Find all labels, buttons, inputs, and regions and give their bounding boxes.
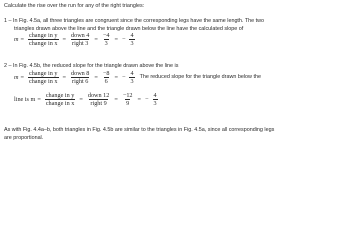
fraction-numeric: $\frac{-4}{3}$ [102, 32, 110, 47]
conclusion-line2: are proportional. [4, 135, 44, 141]
result-sign: − [121, 36, 126, 43]
line-is-label: line is m [14, 96, 36, 103]
result-sign: − [121, 74, 126, 81]
part1-equation: m = $\frac{\text{change in y}}{\text{change in x}}$ = $\frac{\text{down 4}}{\text{right 3}}$ = $\frac{-4}{3}$ = − $\frac{4}{3}$ [14, 32, 134, 47]
intro-text: Calculate the rise over the run for any of the right triangles: [4, 3, 145, 9]
part1-text-line1: 1 – In Fig. 4.5a, all three triangles are congruent since the corresponding legs have the same length. The two [4, 18, 265, 24]
fraction-numeric: $\frac{-12}{9}$ [122, 92, 133, 107]
fraction-result: $\frac{4}{3}$ [130, 70, 134, 85]
fraction-down-right: $\frac{\text{down 4}}{\text{right 3}}$ [71, 32, 90, 47]
fraction-change: $\frac{\text{change in y}}{\text{change in x}}$ [45, 92, 75, 107]
fraction-change: $\frac{\text{change in y}}{\text{change in x}}$ [28, 70, 58, 85]
fraction-down-right: $\frac{\text{down 12}}{\text{right 9}}$ [87, 92, 110, 107]
conclusion-line1: As with Fig. 4.4a–b, both triangles in Fig. 4.5b are similar to the triangles in Fig. 4.5a, since all corresponding legs [4, 127, 275, 133]
part2-equation-above: m = $\frac{\text{change in y}}{\text{change in x}}$ = $\frac{\text{down 8}}{\text{right 6}}$ = $\frac{-8}{6}$ = − $\frac{4}{3}$ The reduced slope for the triangle drawn below the [14, 70, 261, 85]
slope-variable: m [14, 74, 19, 81]
part2-text-line1: 2 – In Fig. 4.5b, the reduced slope for the triangle drawn above the line is [4, 63, 179, 69]
result-sign: − [145, 96, 149, 103]
fraction-change: $\frac{\text{change in y}}{\text{change in x}}$ [28, 32, 58, 47]
fraction-result: $\frac{4}{3}$ [153, 92, 157, 107]
fraction-result: $\frac{4}{3}$ [130, 32, 134, 47]
part2-tail-text: The reduced slope for the triangle drawn below the [139, 74, 261, 80]
slope-variable: m [14, 36, 19, 43]
part1-text-line2: triangles drawn above the line and the triangle drawn below the line have the calculated slope of [14, 26, 244, 32]
part2-equation-below: line is m = $\frac{\text{change in y}}{\text{change in x}}$ = $\frac{\text{down 12}}{\text{right 9}}$ = $\frac{-12}{9}$ = − $\frac{4}{3}$ [14, 92, 157, 107]
fraction-down-right: $\frac{\text{down 8}}{\text{right 6}}$ [71, 70, 90, 85]
fraction-numeric: $\frac{-8}{6}$ [102, 70, 110, 85]
